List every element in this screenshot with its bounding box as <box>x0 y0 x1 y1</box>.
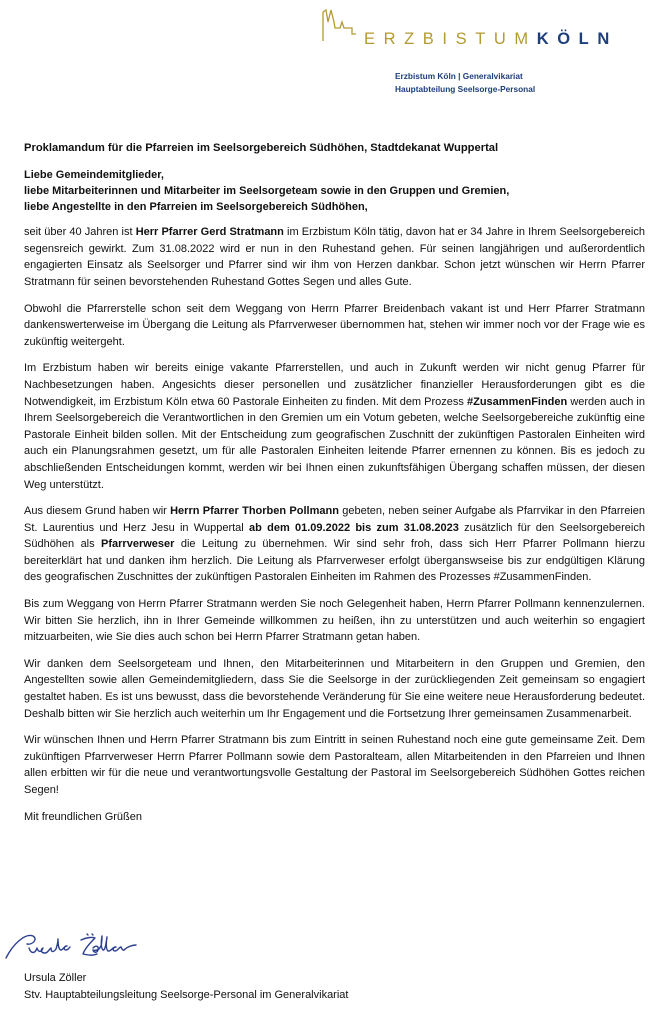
sender-line-1: Erzbistum Köln | Generalvikariat <box>395 71 523 81</box>
paragraph-appointment: Aus diesem Grund haben wir Herrn Pfarrer Thorben Pollmann gebeten, neben seiner Aufgabe als Pfarrvikar in den Pfarreien St. Laurentius und Herz Jesu in Wuppertal ab dem 01.09.2022 bis zum 31.08.2023 zusätzlich für den Seelsorgebereich Südhöhen als Pfarrverweser die Leitung zu übernehmen. Wir sind sehr froh, dass sich Herr Pfarrer Pollmann hierzu bereiterklärt hat und danken ihm herzlich. Die Leitung als Pfarrverweser erfolgt überganswseise bis zur endgültigen Klärung des geografischen Zuschnittes der zukünftigen Pastoralen Einheiten im Rahmen des Prozesses #ZusammenFinden. <box>24 505 645 584</box>
sender-line-2: Hauptabteilung Seelsorge-Personal <box>395 84 536 94</box>
paragraph-thanks: Wir danken dem Seelsorgeteam und Ihnen, den Mitarbeiterinnen und Mitarbeitern in den Gruppen und Gremien, den Angestellten sowie allen Gemeindemitgliedern, dass Sie die Seelsorge in der zurückliegenden Zeit gemeinsam so engagiert gestaltet haben. Es ist uns bewusst, dass die bevorstehende Veränderung für Sie eine weitere neue Herausforderung bedeutet. Deshalb bitten wir Sie herzlich auch weiterhin um Ihr Engagement und die Fortsetzung Ihrer gemeinsamen Zusammenarbeit. <box>24 657 645 720</box>
paragraph-welcome: Bis zum Weggang von Herrn Pfarrer Stratmann werden Sie noch Gelegenheit haben, Herrn Pfarrer Pollmann kennenzulernen. Wir bitten Sie herzlich, ihn in Ihrer Gemeinde willkommen zu heißen, ihn zu unterstützen und auch weiterhin so engagiert mitzuarbeiten, wie Sie dies auch schon bei Herrn Pfarrer Stratmann getan haben. <box>24 598 645 644</box>
paragraph-vacancy: Obwohl die Pfarrerstelle schon seit dem Weggang von Herrn Pfarrer Breidenbach vakant ist und Herr Pfarrer Stratmann dankenswerterweise im Übergang die Leitung als Pfarrverweser übernommen hat, stehen wir immer noch vor der Frage wie es zukünftig weitergeht. <box>24 302 645 348</box>
logo-erzbistum: ERZBISTUM <box>364 30 537 48</box>
erzbistum-koeln-logo <box>322 8 622 48</box>
hashtag-zusammenfinden: #ZusammenFinden <box>467 395 568 408</box>
salutation-line: Liebe Gemeindemitglieder, <box>24 168 164 181</box>
role-pfarrverweser: Pfarrverweser <box>101 538 175 551</box>
cathedral-skyline-icon <box>322 8 366 42</box>
name-pollmann: Herrn Pfarrer Thorben Pollmann <box>170 505 339 518</box>
salutation-line: liebe Angestellte in den Pfarreien im Seelsorgebereich Südhöhen, <box>24 201 368 213</box>
salutation <box>24 167 645 216</box>
closing: Mit freundlichen Grüßen <box>24 810 142 823</box>
paragraph-retirement: seit über 40 Jahren ist Herr Pfarrer Gerd Stratmann im Erzbistum Köln tätig, davon hat er 34 Jahre in Ihrem Seelsorgebereich segensreich gewirkt. Zum 31.08.2022 wird er nun in den Ruhestand gehen. Für seinen langjährigen und außerordentlich engagierten Einsatz als Seelsorger und Pfarrer sind wir ihm von Herzen dankbar. Schon jetzt wünschen wir Herrn Pfarrer Stratmann für seinen bevorstehenden Ruhestand Gottes Segen und alles Gute. <box>24 226 645 288</box>
letter-title: Proklamandum für die Pfarreien im Seelsorgebereich Südhöhen, Stadtdekanat Wuppertal <box>24 142 499 154</box>
paragraph-blessing: Wir wünschen Ihnen und Herrn Pfarrer Stratmann bis zum Eintritt in seinen Ruhestand noch eine gute gemeinsame Zeit. Dem zukünftigen Pfarrverweser Herrn Pfarrer Pollmann sowie dem Pastoralteam, allen Mitarbeitenden in den Pfarreien und Ihnen allen erbitten wir für die neue und verantwortungsvolle Gestaltung der Pastoral im Seelsorgebereich Südhöhen Gottes reichen Segen! <box>24 734 645 797</box>
name-stratmann: Herr Pfarrer Gerd Stratmann <box>135 226 284 239</box>
salutation-line: liebe Mitarbeiterinnen und Mitarbeiter im Seelsorgeteam sowie in den Gruppen und Gremien, <box>24 184 510 197</box>
sender-block <box>395 70 535 96</box>
signer-name: Ursula Zöller <box>24 972 87 984</box>
signer-block <box>24 970 348 1004</box>
logo-wordmark <box>364 29 618 49</box>
letter-body <box>24 140 645 825</box>
paragraph-process: Im Erzbistum haben wir bereits einige vakante Pfarrerstellen, und auch in Zukunft werden wir nicht genug Pfarrer für Nachbesetzungen haben. Angesichts dieser personellen und zusätzlicher finanzieller Herausforderungen gibt es die Notwendigkeit, im Erzbistum Köln etwa 60 Pastorale Einheiten zu finden. Mit dem Prozess #ZusammenFinden werden auch in Ihrem Seelsorgebereich die Verantwortlichen in den Gremien um ein Votum gebeten, welche Seelsorgebereiche zukünftig eine Pastorale Einheit bilden sollen. Mit der Entscheidung zum geografischen Zuschnitt der zukünftigen Pastoralen Einheiten wird auch ein Planungsrahmen gesetzt, um für alle Pastoralen Einheiten leitende Pfarrer ernennen zu können. Bis es jedoch zu abschließenden Entscheidungen kommt, werden wir bei Ihnen einen zukunftsfähigen Übergang schaffen müssen, der diesen Weg unterstützt. <box>24 362 645 491</box>
handwritten-signature <box>3 930 163 962</box>
signer-role: Stv. Hauptabteilungsleitung Seelsorge-Personal im Generalvikariat <box>24 989 349 1001</box>
logo-koeln: KÖLN <box>536 30 618 48</box>
appointment-period: ab dem 01.09.2022 bis zum 31.08.2023 <box>249 521 459 534</box>
